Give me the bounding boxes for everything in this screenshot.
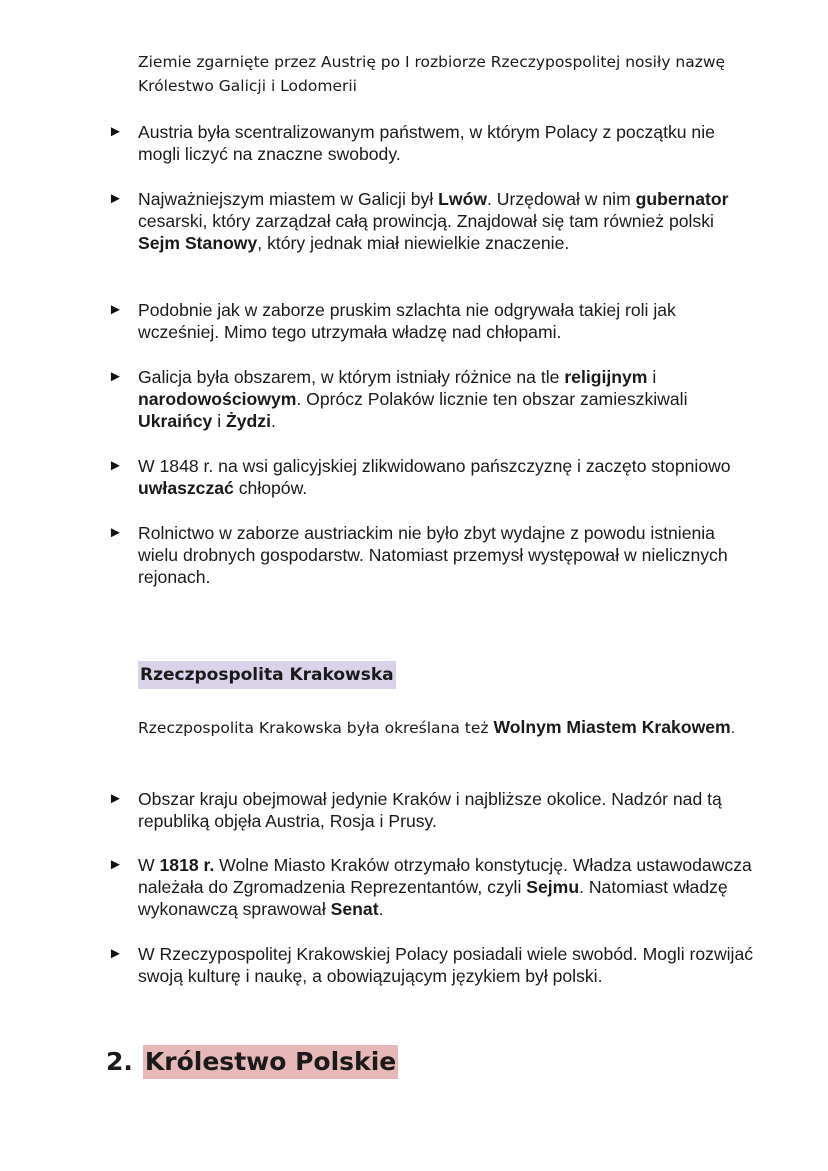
bullet-item [108, 854, 758, 920]
bullet-text [138, 121, 758, 165]
right-pointer-icon: ► [108, 368, 123, 385]
bold-term: religijnym [564, 367, 648, 387]
bold-term: Żydzi [226, 411, 271, 431]
krakow-subheading: Rzeczpospolita Krakowska [138, 661, 396, 689]
krakow-intro-bold: Wolnym Miastem Krakowem [493, 717, 731, 737]
text-run: Najważniejszym miastem w Galicji był [138, 189, 439, 209]
bullet-item [108, 299, 758, 343]
section-title: Królestwo Polskie [143, 1045, 398, 1079]
bullet-item [108, 522, 758, 588]
right-pointer-icon: ► [108, 457, 123, 474]
bold-term: uwłaszczać [138, 478, 234, 498]
text-run: chłopów. [233, 478, 308, 498]
krakow-intro-end: . [730, 720, 736, 737]
text-run: . [270, 411, 276, 431]
text-run: i [212, 411, 227, 431]
text-run: W 1848 r. na wsi galicyjskiej zlikwidowano pańszczyznę i zaczęto stopniowo [138, 456, 731, 476]
text-run: . Natomiast władzę wykonawczą sprawował [138, 877, 728, 919]
bullet-text [138, 188, 758, 254]
bullet-text [138, 522, 758, 588]
right-pointer-icon: ► [108, 190, 123, 207]
bullet-text [138, 299, 758, 343]
bold-term: gubernator [635, 189, 729, 209]
right-pointer-icon: ► [108, 945, 123, 962]
text-run: Rolnictwo w zaborze austriackim nie było zbyt wydajne z powodu istnienia wielu drobnych gospodarstw. Natomiast przemysł występował w nielicznych rejonach. [138, 523, 728, 587]
galicia-intro [138, 50, 778, 98]
bold-term: 1818 r. [159, 855, 215, 875]
text-run: . [378, 899, 384, 919]
krakow-intro-lead: Rzeczpospolita Krakowska była określana też [138, 719, 494, 737]
bullet-text [138, 788, 758, 832]
bold-term: Ukraińcy [138, 411, 213, 431]
right-pointer-icon: ► [108, 123, 123, 140]
text-run: , który jednak miał niewielkie znaczenie. [257, 233, 570, 253]
text-run: . Oprócz Polaków licznie ten obszar zamieszkiwali [296, 389, 688, 409]
bold-term: Senat [330, 899, 379, 919]
bullet-text [138, 455, 758, 499]
text-run: Podobnie jak w zaborze pruskim szlachta nie odgrywała takiej roli jak wcześniej. Mimo tego utrzymała władzę nad chłopami. [138, 300, 676, 342]
bold-term: Lwów [438, 189, 488, 209]
bullet-item [108, 455, 758, 499]
bullet-item [108, 188, 758, 254]
text-run: i [647, 367, 657, 387]
bullet-item [108, 366, 758, 432]
text-run: cesarski, który zarządzał całą prowincją. Znajdował się tam również polski [138, 211, 714, 231]
text-run: W [138, 855, 160, 875]
bullet-text [138, 366, 758, 432]
text-run: Wolne Miasto Kraków otrzymało konstytucję. Władza ustawodawcza należała do Zgromadzenia Reprezentantów, czyli [138, 855, 752, 897]
bullet-item [108, 788, 758, 832]
right-pointer-icon: ► [108, 524, 123, 541]
galicia-intro-text: Ziemie zgarnięte przez Austrię po I rozbiorze Rzeczypospolitej nosiły nazwę Królestwo Galicji i Lodomerii [138, 53, 726, 95]
bullet-item [108, 943, 758, 987]
section-number: 2. [106, 1047, 133, 1076]
text-run: Austria była scentralizowanym państwem, w którym Polacy z początku nie mogli liczyć na znaczne swobody. [138, 122, 715, 164]
bold-term: narodowościowym [138, 389, 297, 409]
text-run: W Rzeczypospolitej Krakowskiej Polacy posiadali wiele swobód. Mogli rozwijać swoją kulturę i naukę, a obowiązującym językiem był polski. [138, 944, 754, 986]
right-pointer-icon: ► [108, 790, 123, 807]
right-pointer-icon: ► [108, 856, 123, 873]
bold-term: Sejmu [526, 877, 580, 897]
bullet-item [108, 121, 758, 165]
right-pointer-icon: ► [108, 301, 123, 318]
text-run: Galicja była obszarem, w którym istniały różnice na tle [138, 367, 565, 387]
section-heading [106, 1045, 398, 1079]
text-run: . Urzędował w nim [487, 189, 636, 209]
text-run: Obszar kraju obejmował jedynie Kraków i najbliższe okolice. Nadzór nad tą republiką objęła Austria, Rosja i Prusy. [138, 789, 722, 831]
bold-term: Sejm Stanowy [138, 233, 258, 253]
bullet-text [138, 943, 758, 987]
bullet-text [138, 854, 758, 920]
krakow-intro [138, 715, 758, 741]
